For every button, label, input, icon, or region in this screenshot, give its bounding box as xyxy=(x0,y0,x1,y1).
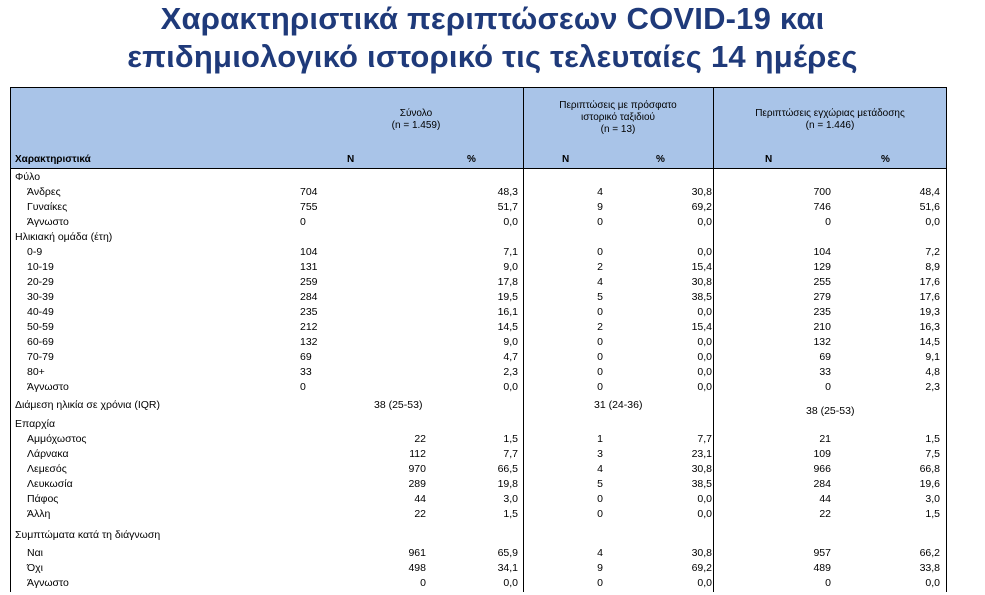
total-pct-cell: 19,8 xyxy=(497,478,518,490)
local-n-cell: 746 xyxy=(813,201,831,213)
travel-n-cell: 4 xyxy=(597,186,603,198)
travel-pct-cell: 0,0 xyxy=(697,508,712,520)
travel-pct-cell: 0,0 xyxy=(697,336,712,348)
row-label: Επαρχία xyxy=(15,418,56,430)
travel-n-cell: 9 xyxy=(597,201,603,213)
total-n-cell: 104 xyxy=(300,246,318,258)
table-row xyxy=(11,561,946,576)
total-pct-cell: 48,3 xyxy=(497,186,518,198)
header-total-title: Σύνολο xyxy=(399,108,433,119)
total-pct-cell: 14,5 xyxy=(497,321,518,333)
table-row xyxy=(11,432,946,447)
table-header xyxy=(11,87,946,169)
header-local-n-col: N xyxy=(765,154,773,165)
row-label: Άλλη xyxy=(27,508,51,520)
total-pct-cell: 51,7 xyxy=(497,201,518,213)
table-row xyxy=(11,275,946,290)
total-n-cell: 259 xyxy=(300,276,318,288)
travel-n-cell: 2 xyxy=(597,261,603,273)
table-row xyxy=(11,528,946,543)
row-label: Λεμεσός xyxy=(27,463,67,475)
local-pct-cell: 48,4 xyxy=(919,186,940,198)
total-n-cell: 33 xyxy=(300,366,312,378)
travel-pct-cell: 30,8 xyxy=(691,276,712,288)
local-median-cell: 38 (25-53) xyxy=(806,405,855,417)
total-n-cell: 212 xyxy=(300,321,318,333)
local-n-cell: 44 xyxy=(819,493,831,505)
total-pct-cell: 9,0 xyxy=(503,336,518,348)
header-local-pct-col: % xyxy=(881,154,890,165)
total-n-cell: 961 xyxy=(408,547,426,559)
row-label: Άγνωστο xyxy=(27,216,69,228)
table-row xyxy=(11,350,946,365)
travel-pct-cell: 30,8 xyxy=(691,547,712,559)
total-pct-cell: 65,9 xyxy=(497,547,518,559)
total-n-cell: 132 xyxy=(300,336,318,348)
total-pct-cell: 17,8 xyxy=(497,276,518,288)
local-pct-cell: 16,3 xyxy=(919,321,940,333)
local-n-cell: 210 xyxy=(813,321,831,333)
table-row xyxy=(11,215,946,230)
table-row xyxy=(11,492,946,507)
travel-pct-cell: 0,0 xyxy=(697,351,712,363)
local-pct-cell: 0,0 xyxy=(925,216,940,228)
header-total-n: (n = 1.459) xyxy=(391,120,441,131)
covid-characteristics-table xyxy=(10,87,947,592)
local-n-cell: 700 xyxy=(813,186,831,198)
travel-n-cell: 3 xyxy=(597,448,603,460)
travel-n-cell: 9 xyxy=(597,562,603,574)
row-label: Γυναίκες xyxy=(27,201,68,213)
total-pct-cell: 0,0 xyxy=(503,577,518,589)
table-row xyxy=(11,335,946,350)
row-label: Όχι xyxy=(27,562,43,574)
travel-n-cell: 0 xyxy=(597,493,603,505)
local-pct-cell: 8,9 xyxy=(925,261,940,273)
table-row xyxy=(11,185,946,200)
table-row xyxy=(11,290,946,305)
local-n-cell: 255 xyxy=(813,276,831,288)
total-pct-cell: 7,7 xyxy=(503,448,518,460)
local-n-cell: 284 xyxy=(813,478,831,490)
row-label: 0-9 xyxy=(27,246,43,258)
row-label: Φύλο xyxy=(15,171,41,183)
total-n-cell: 0 xyxy=(420,577,426,589)
table-row xyxy=(11,447,946,462)
local-pct-cell: 2,3 xyxy=(925,381,940,393)
total-pct-cell: 1,5 xyxy=(503,508,518,520)
header-travel-pct-col: % xyxy=(656,154,665,165)
local-n-cell: 33 xyxy=(819,366,831,378)
row-label: Άγνωστο xyxy=(27,381,69,393)
total-pct-cell: 0,0 xyxy=(503,381,518,393)
local-n-cell: 957 xyxy=(813,547,831,559)
local-pct-cell: 7,5 xyxy=(925,448,940,460)
local-pct-cell: 14,5 xyxy=(919,336,940,348)
local-n-cell: 966 xyxy=(813,463,831,475)
travel-n-cell: 0 xyxy=(597,577,603,589)
table-row xyxy=(11,200,946,215)
row-label: 80+ xyxy=(27,366,45,378)
header-local xyxy=(714,108,946,132)
travel-n-cell: 5 xyxy=(597,478,603,490)
travel-pct-cell: 0,0 xyxy=(697,366,712,378)
local-pct-cell: 19,3 xyxy=(919,306,940,318)
travel-pct-cell: 0,0 xyxy=(697,577,712,589)
header-travel-n: (n = 13) xyxy=(600,124,636,135)
travel-n-cell: 4 xyxy=(597,276,603,288)
travel-pct-cell: 69,2 xyxy=(691,562,712,574)
total-n-cell: 44 xyxy=(414,493,426,505)
total-n-cell: 235 xyxy=(300,306,318,318)
local-pct-cell: 7,2 xyxy=(925,246,940,258)
local-n-cell: 235 xyxy=(813,306,831,318)
local-pct-cell: 17,6 xyxy=(919,276,940,288)
travel-pct-cell: 7,7 xyxy=(697,433,712,445)
travel-n-cell: 5 xyxy=(597,291,603,303)
total-n-cell: 970 xyxy=(408,463,426,475)
local-n-cell: 0 xyxy=(825,216,831,228)
travel-n-cell: 2 xyxy=(597,321,603,333)
table-row xyxy=(11,576,946,591)
row-label: 50-59 xyxy=(27,321,54,333)
total-pct-cell: 3,0 xyxy=(503,493,518,505)
total-n-cell: 284 xyxy=(300,291,318,303)
row-label: Ναι xyxy=(27,547,43,559)
travel-pct-cell: 15,4 xyxy=(691,261,712,273)
table-row xyxy=(11,380,946,395)
row-label: 10-19 xyxy=(27,261,54,273)
travel-pct-cell: 0,0 xyxy=(697,306,712,318)
local-n-cell: 489 xyxy=(813,562,831,574)
row-label: Διάμεση ηλικία σε χρόνια (IQR) xyxy=(15,399,161,411)
total-pct-cell: 34,1 xyxy=(497,562,518,574)
total-n-cell: 0 xyxy=(300,216,306,228)
total-pct-cell: 9,0 xyxy=(503,261,518,273)
table-row xyxy=(11,365,946,380)
row-label: Άνδρες xyxy=(27,186,61,198)
travel-n-cell: 0 xyxy=(597,381,603,393)
travel-pct-cell: 15,4 xyxy=(691,321,712,333)
row-label: Άγνωστο xyxy=(27,577,69,589)
header-total xyxy=(311,108,521,132)
local-pct-cell: 66,2 xyxy=(919,547,940,559)
local-n-cell: 0 xyxy=(825,577,831,589)
total-n-cell: 755 xyxy=(300,201,318,213)
local-pct-cell: 9,1 xyxy=(925,351,940,363)
total-median-cell: 38 (25-53) xyxy=(374,399,423,411)
local-n-cell: 0 xyxy=(825,381,831,393)
header-characteristics: Χαρακτηριστικά xyxy=(15,154,91,165)
total-pct-cell: 1,5 xyxy=(503,433,518,445)
local-pct-cell: 17,6 xyxy=(919,291,940,303)
total-pct-cell: 66,5 xyxy=(497,463,518,475)
local-n-cell: 104 xyxy=(813,246,831,258)
travel-median-cell: 31 (24-36) xyxy=(594,399,643,411)
total-pct-cell: 0,0 xyxy=(503,216,518,228)
travel-pct-cell: 38,5 xyxy=(691,478,712,490)
row-label: Λευκωσία xyxy=(27,478,73,490)
table-row xyxy=(11,170,946,185)
total-pct-cell: 19,5 xyxy=(497,291,518,303)
local-pct-cell: 51,6 xyxy=(919,201,940,213)
local-n-cell: 129 xyxy=(813,261,831,273)
table-row xyxy=(11,245,946,260)
travel-n-cell: 4 xyxy=(597,547,603,559)
table-row xyxy=(11,507,946,522)
travel-pct-cell: 38,5 xyxy=(691,291,712,303)
local-pct-cell: 19,6 xyxy=(919,478,940,490)
total-n-cell: 69 xyxy=(300,351,312,363)
total-n-cell: 0 xyxy=(300,381,306,393)
table-row xyxy=(11,260,946,275)
travel-pct-cell: 30,8 xyxy=(691,186,712,198)
row-label: 60-69 xyxy=(27,336,54,348)
travel-pct-cell: 0,0 xyxy=(697,493,712,505)
row-label: 30-39 xyxy=(27,291,54,303)
table-row xyxy=(11,477,946,492)
local-pct-cell: 1,5 xyxy=(925,508,940,520)
total-pct-cell: 4,7 xyxy=(503,351,518,363)
local-pct-cell: 4,8 xyxy=(925,366,940,378)
table-row xyxy=(11,417,946,432)
total-n-cell: 498 xyxy=(408,562,426,574)
table-row xyxy=(11,230,946,245)
header-travel xyxy=(523,100,713,136)
local-n-cell: 279 xyxy=(813,291,831,303)
row-label: Λάρνακα xyxy=(27,448,69,460)
travel-pct-cell: 0,0 xyxy=(697,246,712,258)
travel-n-cell: 0 xyxy=(597,366,603,378)
total-n-cell: 112 xyxy=(409,448,426,460)
local-n-cell: 69 xyxy=(819,351,831,363)
header-local-n: (n = 1.446) xyxy=(805,120,855,131)
local-pct-cell: 1,5 xyxy=(925,433,940,445)
total-n-cell: 704 xyxy=(300,186,318,198)
travel-n-cell: 0 xyxy=(597,336,603,348)
page-title xyxy=(0,0,985,76)
table-row xyxy=(11,462,946,477)
title-line-2: επιδημιολογικό ιστορικό τις τελευταίες 14 ημέρες xyxy=(127,39,858,74)
local-pct-cell: 33,8 xyxy=(919,562,940,574)
row-label: Αμμόχωστος xyxy=(27,433,87,445)
travel-n-cell: 4 xyxy=(597,463,603,475)
travel-pct-cell: 23,1 xyxy=(691,448,712,460)
table-row xyxy=(11,546,946,561)
local-n-cell: 109 xyxy=(813,448,831,460)
travel-n-cell: 0 xyxy=(597,246,603,258)
travel-n-cell: 0 xyxy=(597,216,603,228)
row-label: 20-29 xyxy=(27,276,54,288)
total-pct-cell: 7,1 xyxy=(503,246,518,258)
travel-n-cell: 1 xyxy=(597,433,603,445)
row-label: Ηλικιακή ομάδα (έτη) xyxy=(15,231,113,243)
header-travel-title-1: Περιπτώσεις με πρόσφατο xyxy=(559,100,677,111)
travel-n-cell: 0 xyxy=(597,306,603,318)
header-total-pct-col: % xyxy=(467,154,476,165)
local-pct-cell: 66,8 xyxy=(919,463,940,475)
travel-pct-cell: 0,0 xyxy=(697,216,712,228)
header-travel-title-2: ιστορικό ταξιδιού xyxy=(581,112,655,123)
row-label: 40-49 xyxy=(27,306,54,318)
total-pct-cell: 2,3 xyxy=(503,366,518,378)
total-n-cell: 22 xyxy=(414,433,426,445)
table-row xyxy=(11,398,946,417)
travel-pct-cell: 69,2 xyxy=(691,201,712,213)
header-total-n-col: N xyxy=(347,154,355,165)
local-n-cell: 22 xyxy=(819,508,831,520)
travel-n-cell: 0 xyxy=(597,508,603,520)
total-n-cell: 289 xyxy=(408,478,426,490)
total-n-cell: 22 xyxy=(414,508,426,520)
total-pct-cell: 16,1 xyxy=(497,306,518,318)
header-local-title: Περιπτώσεις εγχώριας μετάδοσης xyxy=(755,108,905,119)
total-n-cell: 131 xyxy=(300,261,318,273)
local-pct-cell: 3,0 xyxy=(925,493,940,505)
row-label: 70-79 xyxy=(27,351,54,363)
title-line-1: Χαρακτηριστικά περιπτώσεων COVID-19 και xyxy=(160,1,825,36)
row-label: Πάφος xyxy=(27,493,59,505)
table-row xyxy=(11,320,946,335)
row-label: Συμπτώματα κατά τη διάγνωση xyxy=(15,529,161,541)
local-pct-cell: 0,0 xyxy=(925,577,940,589)
table-row xyxy=(11,305,946,320)
travel-pct-cell: 0,0 xyxy=(697,381,712,393)
header-travel-n-col: N xyxy=(562,154,570,165)
travel-pct-cell: 30,8 xyxy=(691,463,712,475)
local-n-cell: 132 xyxy=(813,336,831,348)
travel-n-cell: 0 xyxy=(597,351,603,363)
local-n-cell: 21 xyxy=(819,433,831,445)
